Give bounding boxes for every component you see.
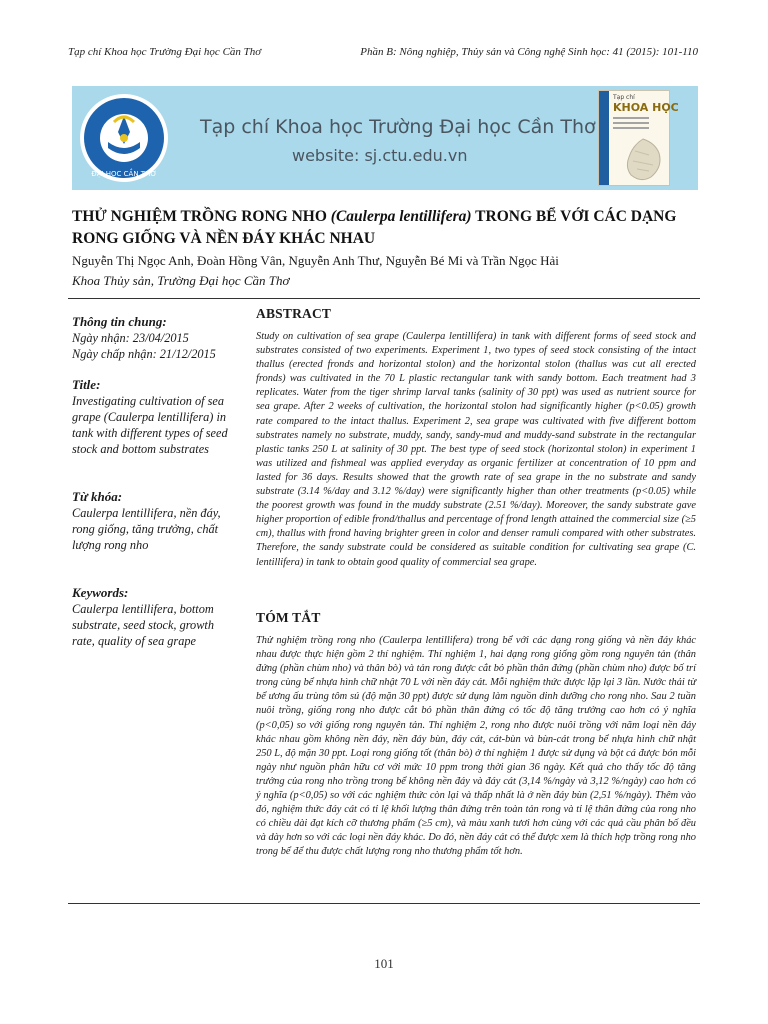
abstract-text: Study on cultivation of sea grape (Caulerpa lentillifera) in tank with different forms of seed stock and substrates consisted of two experiments. Experiment 1, two types of seed stock consisting of the intact thallus (erected fronds and horizontal stolon) and the horizontal stolon (thallus was cut all erected fronds) was cultivated in the 70 L plastic rectangular tank with sandy bottom. Each treatment had 3 replicates. Water from the tiger shrimp larval tanks (salinity of 30 ppt) was used as nutrient source for sea grape. After 2 weeks of cultivation, the horizontal stolon had significantly higher (p<0.05) growth rate compared to the intact thallus. Experiment 2, sea grape was cultivated with five different bottom substrates namely no substrate, muddy, sandy, sandy-mud and muddy-sand substrate in the rectangular plastic tanks 250 L at salinity of 30 ppt. The best type of seed stock (horizontal stolon) in experiment 1 was utilized and fishmeal was applied everyday as organic fertilizer at concentration of 10 ppm and lasted for 36 days. Results showed that the growth rate of sea grape in the no substrate and sandy substrate (3.14 %/day and 3.12 %/day) were significantly higher than other treatments (p<0.05) while the poorest growth was found in the muddy substrate (2.51 %/day). Moreover, the sandy substrate gave higher proportion of edible frond/thallus and percentage of frond length attained the commercial size (≥5 cm), thallus with frond having brighter green in color and denser ramuli compared with other substrates. Therefore, the sandy substrate could be considered as suitable condition for cultivating sea grape (C. lentillifera) in tank to obtain good quality of commercial sea grape. xyxy=(256,331,696,568)
banner-title: Tạp chí Khoa học Trường Đại học Cần Thơ xyxy=(200,116,596,138)
cover-stripe xyxy=(599,91,609,185)
top-divider xyxy=(68,298,700,299)
keywords-en-heading: Keywords: xyxy=(72,585,129,600)
journal-cover-thumbnail xyxy=(598,90,679,186)
sidebar-keywords-en xyxy=(72,585,236,649)
tomtat-text: Thử nghiệm trồng rong nho (Caulerpa lentillifera) trong bể với các dạng rong giống và nền đáy khác nhau được thực hiện gồm 2 thí nghiệm. Thí nghiệm 1, hai dạng rong giống gồm rong nguyên tản (thân đứng (phần chùm nho) và thân bò) và tản rong được cắt bỏ phần thân đứng (phần chùm nho) được bố trí trong cùng bể nhựa hình chữ nhật 70 L với nền đáy cát. Mỗi nghiệm thức được lặp lại 3 lần. Nước thải từ bể ương ấu trùng tôm sú (độ mặn 30 ppt) được sử dụng làm nguồn dinh dưỡng cho rong nho. Sau 2 tuần nuôi trồng, giống rong nho được cắt bỏ phần thân đứng có tốc độ tăng trưởng cao hơn có ý nghĩa (p<0,05) so với giống rong nguyên tản. Thí nghiệm 2, rong nho được nuôi trồng với năm loại nền đáy khác nhau gồm không nền đáy, nền đáy bùn, đáy cát, cát-bùn và bùn-cát trong bể nhựa hình chữ nhật 250 L, độ mặn 30 ppt. Loại rong giống tốt (thân bò) ở thí nghiệm 1 được sử dụng và bột cá được bón mỗi ngày như nguồn phân hữu cơ với mức 10 ppm trong thời gian 36 ngày. Kết quả cho thấy tốc độ tăng trưởng của rong nho trồng trong bể không nền đáy và đáy cát (3,14 %/ngày và 3,12 %/ngày) cao hơn có ý nghĩa (p<0,05) so với các nghiệm thức còn lại và thấp nhất là ở nền đáy bùn (2,51 %/ngày). Thêm vào đó, nghiệm thức đáy cát có tỉ lệ khối lượng thân đứng trên toàn tản rong và tỉ lệ thân đứng của rong nho có chiều dài đạt kích cỡ thương phẩm (≥5 cm), và màu xanh tươi hơn cùng với các quả cầu phân bố đều và dày hơn so với các loại nền đáy khác. Do đó, nền đáy cát có thể được xem là thích hợp trồng rong nho trong bể để thu được chất lượng rong nho thương phẩm tốt hơn. xyxy=(256,635,696,858)
tomtat-section xyxy=(256,610,696,860)
bottom-divider xyxy=(68,903,700,904)
article-title-prefix: THỬ NGHIỆM TRỒNG RONG NHO xyxy=(72,208,331,225)
info-heading: Thông tin chung: xyxy=(72,314,167,329)
keywords-vn: Caulerpa lentillifera, nền đáy, rong giống, tăng trưởng, chất lượng rong nho xyxy=(72,506,221,552)
author-affiliation: Khoa Thủy sản, Trường Đại học Cần Thơ xyxy=(72,273,290,288)
received-date: Ngày nhận: 23/04/2015 xyxy=(72,331,189,345)
cover-top-text: Tạp chí xyxy=(613,94,635,101)
author-list: Nguyễn Thị Ngọc Anh, Đoàn Hồng Vân, Nguyễn Anh Thư, Nguyễn Bé Mi và Trần Ngọc Hải xyxy=(72,253,559,268)
cover-text-lines xyxy=(613,117,649,132)
title-heading: Title: xyxy=(72,377,101,392)
abstract-heading: ABSTRACT xyxy=(256,306,332,321)
journal-name: Tạp chí Khoa học Trường Đại học Cần Thơ xyxy=(68,46,262,58)
accepted-date: Ngày chấp nhận: 21/12/2015 xyxy=(72,347,216,361)
abstract-section xyxy=(256,306,696,570)
sidebar-title xyxy=(72,377,236,457)
logo-text: ĐẠI HỌC CẦN THƠ xyxy=(91,170,157,178)
english-title: Investigating cultivation of sea grape (Caulerpa lentillifera) in tank with different types of seed stock and bottom substrates xyxy=(72,394,228,456)
keywords-en: Caulerpa lentillifera, bottom substrate, seed stock, growth rate, quality of sea grape xyxy=(72,602,214,648)
map-icon xyxy=(621,137,665,183)
journal-section: Phần B: Nông nghiệp, Thủy sản và Công nghệ Sinh học: 41 (2015): 101-110 xyxy=(360,46,698,58)
cover-title: KHOA HỌC xyxy=(613,101,679,114)
tomtat-heading: TÓM TẮT xyxy=(256,610,321,625)
page-number: 101 xyxy=(374,956,394,971)
article-title xyxy=(72,206,698,250)
sidebar-keywords-vn xyxy=(72,489,236,553)
running-header xyxy=(68,46,698,58)
university-logo-icon xyxy=(78,92,170,184)
article-title-species: (Caulerpa lentillifera) xyxy=(330,208,472,225)
keywords-vn-heading: Từ khóa: xyxy=(72,489,123,504)
sidebar-info xyxy=(72,314,236,362)
journal-banner xyxy=(72,86,698,190)
banner-website: website: sj.ctu.edu.vn xyxy=(292,146,468,165)
article-title-suffix: TRONG BỂ VỚI CÁC DẠNG RONG GIỐNG VÀ NỀN ĐÁY KHÁC NHAU xyxy=(72,208,677,247)
